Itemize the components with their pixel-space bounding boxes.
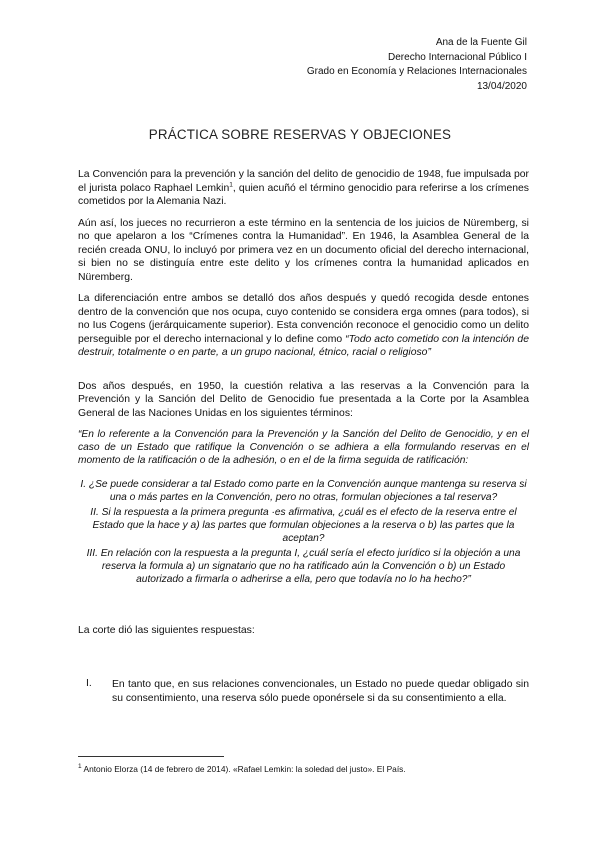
question-3: III. En relación con la respuesta a la pregunta I, ¿cuál sería el efecto jurídico si la objeción a una reserva la formula a) un signatario que no ha ratificado aún la Convención o b) un Estado autorizado a firmarla o adherirse a ella, pero que todavía no lo ha hecho?” <box>86 548 521 585</box>
paragraph-differentiation-text: La diferenciación entre ambos se detalló dos años después y quedó recogida desde entones dentro de la convención que nos ocupa, cuyo contenido se considera erga omnes (para todos), si no Ius Cogens (jerárquicamente superior). Esta convención reconoce el genocidio como un delito perseguible por el derecho internacional y lo define como <box>78 293 529 345</box>
footnote-number: 1 <box>78 763 82 771</box>
document-body <box>78 168 529 706</box>
document-date: 13/04/2020 <box>476 80 527 92</box>
question-2: II. Si la respuesta a la primera pregunta ·es afirmativa, ¿cuál es el efecto de la reserva entre el Estado que la hace y a) las partes que formulan objeciones a la reserva o b) las partes que la aceptan? <box>90 507 517 544</box>
question-1: I. ¿Se puede considerar a tal Estado como parte en la Convención aunque mantenga su reserva si una o más partes en la Convención, pero no otras, formulan objeciones a tal reserva? <box>80 479 527 503</box>
list-item-number: I. <box>86 677 92 689</box>
list-item-text: En tanto que, en sus relaciones convencionales, un Estado no puede quedar obligado sin su consentimiento, una reserva sólo puede oponérsele si da su consentimiento a ella. <box>112 678 529 704</box>
paragraph-intro-text-a: La Convención para la prevención y la sanción del delito de genocidio de 1948, fue impulsada por el jurista polaco Raphael Lemkin <box>78 169 529 194</box>
author-name: Ana de la Fuente Gil <box>435 37 527 48</box>
paragraph-nuremberg: Aún así, los jueces no recurrieron a este término en la sentencia de los juicios de Nüremberg, si no que apelaron a los “Crímenes contra la Humanidad”. En 1946, la Asamblea General de la recién creada ONU, lo incluyó por primera vez en un documento oficial del derecho internacional, si bien no se distinguía entre este delito y los crímenes contra la humanidad aplicados en Nüremberg. <box>78 217 529 283</box>
paragraph-intro-text-b: , quien acuñó el término genocidio para referirse a los crímenes cometidos por la Alemania Nazi. <box>78 182 529 207</box>
degree-name: Grado en Economía y Relaciones Internacionales <box>306 66 527 78</box>
course-name: Derecho Internacional Público I <box>388 51 527 63</box>
document-header <box>307 36 527 94</box>
paragraph-intro <box>78 168 529 209</box>
footnote-divider <box>78 756 224 757</box>
paragraph-differentiation <box>78 292 529 360</box>
list-item <box>78 678 529 706</box>
footnote-text: Antonio Elorza (14 de febrero de 2014). «Rafael Lemkin: la soledad del justo». El País. <box>81 764 406 774</box>
footnote <box>78 764 406 774</box>
genocide-definition-quote: “Todo acto cometido con la intención de destruir, totalmente o en parte, a un grupo nacional, étnico, racial o religioso” <box>78 333 529 358</box>
quote-intro: “En lo referente a la Convención para la Prevención y la Sanción del Delito de Genocidio, y en el caso de un Estado que ratifique la Convención o se adhiera a ella formulando reservas en el momento de la ratificación o de la adhesión, o en el de la firma seguida de ratificación: <box>78 429 529 466</box>
paragraph-1950: Dos años después, en 1950, la cuestión relativa a las reservas a la Convención para la Prevención y la Sanción del Delito de Genocidio fue presentada a la Corte por la Asamblea General de las Naciones Unidas en los siguientes términos: <box>78 380 529 419</box>
page-title: PRÁCTICA SOBRE RESERVAS Y OBJECIONES <box>148 127 452 142</box>
answers-intro: La corte dió las siguientes respuestas: <box>78 625 255 636</box>
footnote-ref: 1 <box>229 181 233 189</box>
